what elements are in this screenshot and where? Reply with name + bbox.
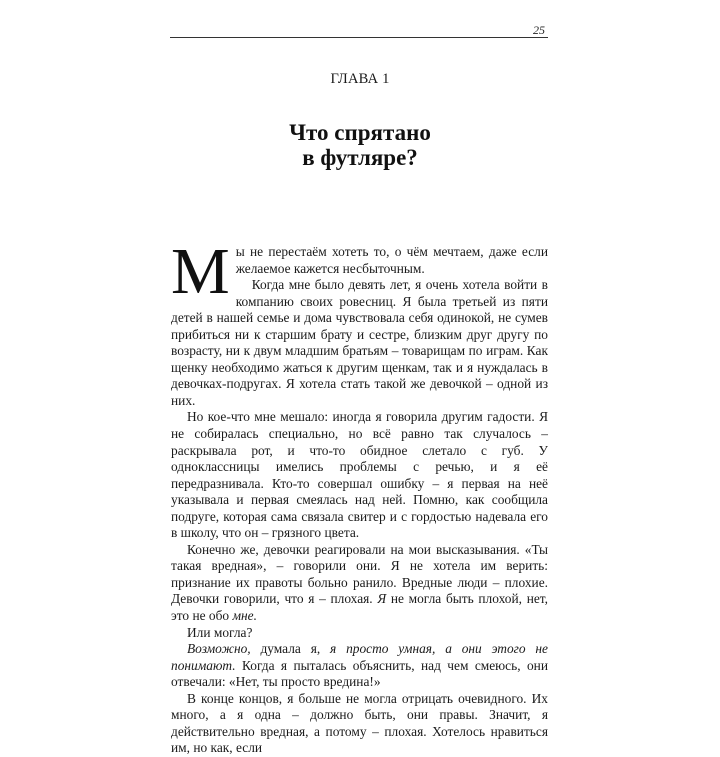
- paragraph-1: [171, 235, 548, 308]
- paragraph-2: Когда мне было девять лет, я очень хотела войти в компанию своих ровесниц. Я была третьей из пяти детей в нашей семье и дома чувствовала себя одинокой, не сумев прибиться ни к старшим брату и сестре, близким друг другу по возрасту, ни к двум младшим братьям – товарищам по играм. Как щенку необходимо жаться к другим щенкам, так и я нуждалась в девочках-подругах. Я хотела стать такой же девочкой – одной из них.: [171, 277, 548, 408]
- chapter-title: [0, 120, 720, 170]
- paragraph-5: Или могла?: [187, 624, 253, 640]
- body-text: [171, 235, 548, 757]
- paragraph-6-text-b: думала я,: [250, 641, 331, 657]
- paragraph-4-italic-d: мне.: [232, 608, 257, 624]
- paragraph-6: [171, 641, 548, 691]
- chapter-label: ГЛАВА 1: [330, 71, 390, 87]
- paragraph-4-text-c: не могла быть плохой, нет, это не обо: [171, 591, 548, 624]
- page-number: 25: [533, 23, 545, 37]
- running-header: [170, 20, 548, 40]
- paragraph-4: [171, 542, 548, 625]
- paragraph-7: В конце концов, я больше не могла отрицать очевидного. Их много, а я одна – должно быть, они правы. Значит, я действительно вредная, а потому – плохая. Хотелось нравиться им, но как, если: [171, 690, 548, 756]
- chapter-title-line-2: в футляре?: [302, 145, 418, 170]
- paragraph-6-text-d: Когда я пыталась объяснить, над чем смеюсь, они отвечали: «Нет, ты просто вредина!»: [171, 657, 548, 690]
- paragraph-6-italic-a: Возможно,: [187, 641, 251, 657]
- paragraph-6-italic-c: я просто умная, а они этого не понимают.: [171, 641, 548, 673]
- chapter-title-line-1: Что спрятано: [289, 120, 431, 145]
- paragraph-3: Но кое-что мне мешало: иногда я говорила другим гадости. Я не собиралась специально, но всё равно так случалось – раскрывала рот, и что-то обидное слетало с губ. У одноклассницы имелись проблемы с речью, и я её передразнивала. Кто-то совершал ошибку – я первая на неё указывала и первая смеялась над ней. Помню, как сообщила подруге, которая сама связала свитер и с гордостью надевала его в школу, что он – грязного цвета.: [171, 409, 548, 541]
- paragraph-4-italic-b: Я: [377, 591, 387, 607]
- header-rule: [170, 37, 548, 38]
- paragraph-1-text: ы не перестаём хотеть то, о чём мечтаем, даже если желаемое кажется несбыточным.: [235, 244, 548, 276]
- paragraph-4-text-a: Конечно же, девочки реагировали на мои высказывания. «Ты такая вредная», – говорили они. Я не хотела им верить: признание их правоты больно ранило. Вредные люди – плохие. Девочки говорили, что я – плохая.: [171, 541, 548, 607]
- drop-cap: М: [171, 235, 230, 308]
